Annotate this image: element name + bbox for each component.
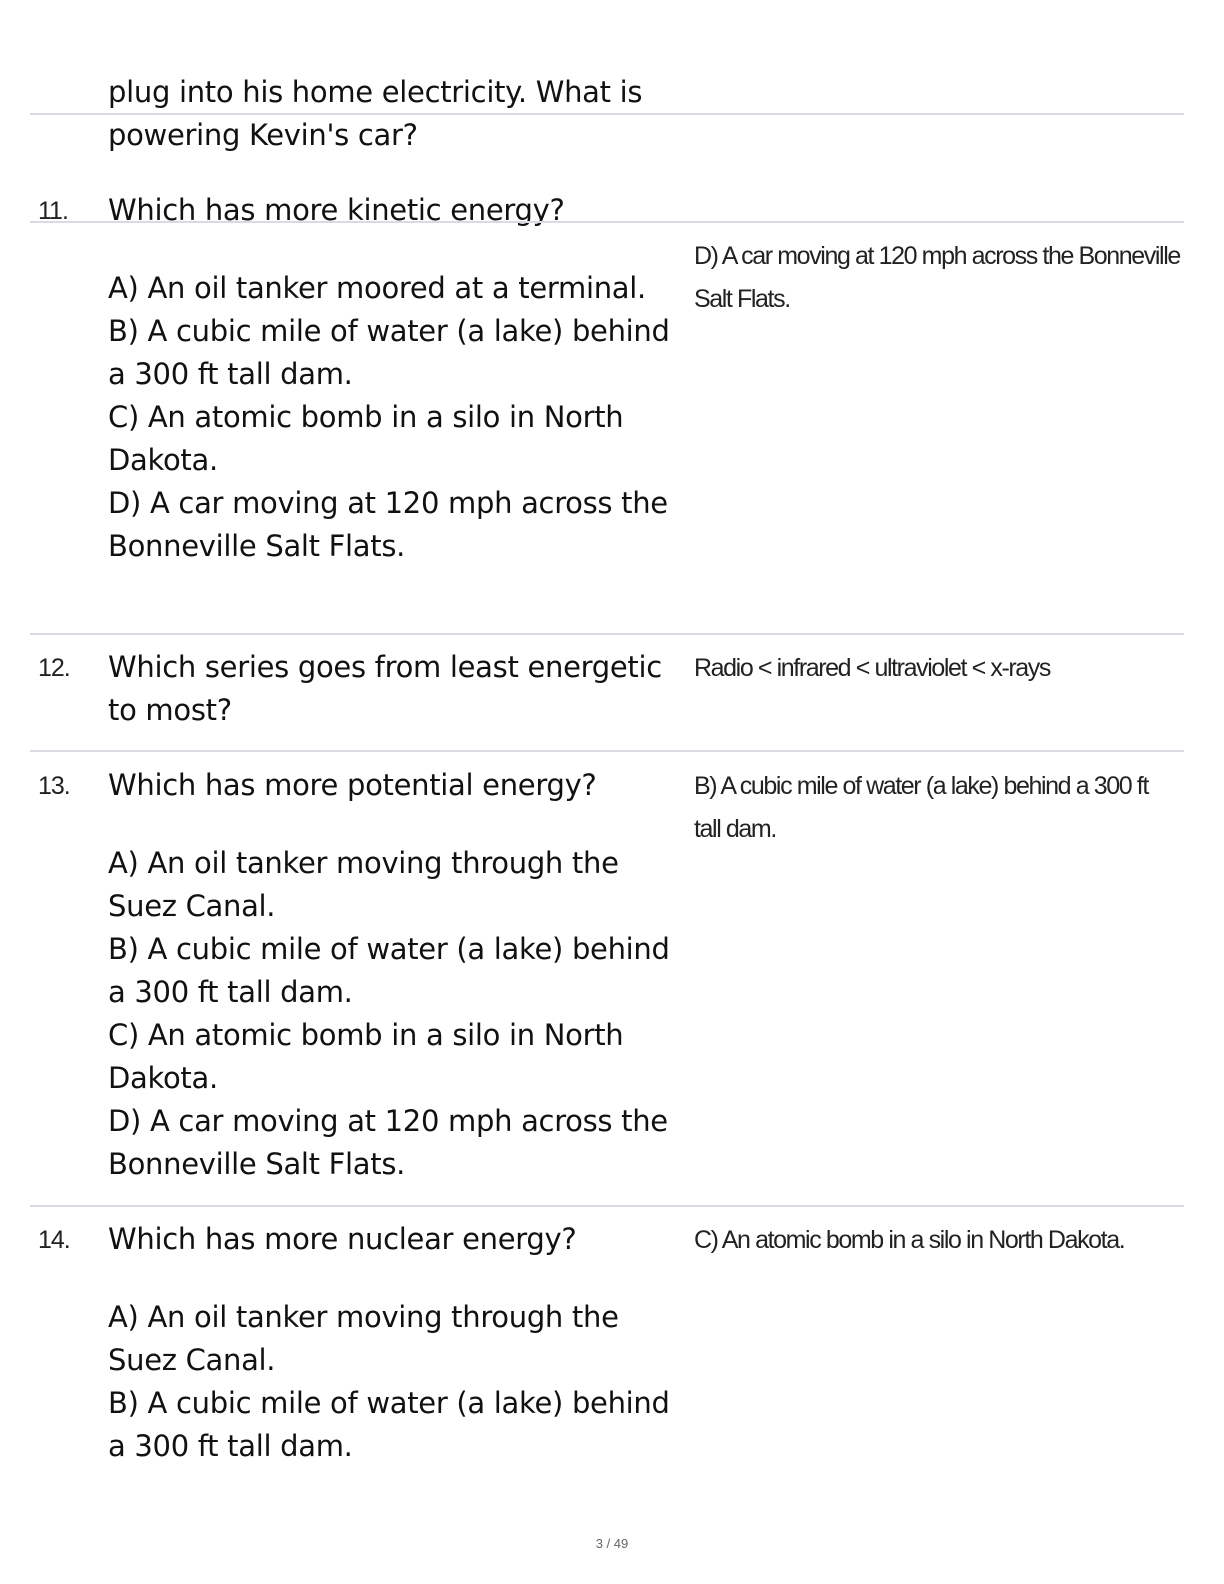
row-divider <box>30 113 1184 115</box>
option-line: C) An atomic bomb in a silo in North <box>108 1018 624 1052</box>
option-line: Dakota. <box>108 1061 218 1095</box>
question-text: to most? <box>108 693 232 727</box>
question-line: powering Kevin's car? <box>108 118 418 152</box>
row-divider <box>30 1205 1184 1207</box>
option-line: C) An atomic bomb in a silo in North <box>108 400 624 434</box>
option-line: Dakota. <box>108 443 218 477</box>
answer-line: D) A car moving at 120 mph across the Bonneville <box>694 242 1180 270</box>
question-13 <box>108 764 693 807</box>
question-11-answer <box>694 235 1180 321</box>
row-divider <box>30 633 1184 635</box>
option-line: A) An oil tanker moving through the <box>108 846 619 880</box>
question-13-options <box>108 842 693 1186</box>
option-line: a 300 ft tall dam. <box>108 357 353 391</box>
question-number: 11. <box>38 197 68 225</box>
answer-line: C) An atomic bomb in a silo in North Dakota. <box>694 1226 1125 1254</box>
question-text: Which series goes from least energetic <box>108 650 662 684</box>
question-12 <box>108 646 693 732</box>
option-line: B) A cubic mile of water (a lake) behind <box>108 932 670 966</box>
option-line: Bonneville Salt Flats. <box>108 1147 406 1181</box>
option-line: Suez Canal. <box>108 1343 276 1377</box>
question-12-answer <box>694 647 1174 690</box>
option-line: a 300 ft tall dam. <box>108 1429 353 1463</box>
question-14 <box>108 1218 693 1261</box>
row-divider <box>30 221 1184 223</box>
question-13-answer <box>694 765 1174 851</box>
option-line: D) A car moving at 120 mph across the <box>108 486 668 520</box>
page-indicator: 3 / 49 <box>595 1536 629 1551</box>
option-line: Bonneville Salt Flats. <box>108 529 406 563</box>
question-text: Which has more kinetic energy? <box>108 193 565 227</box>
answer-line: tall dam. <box>694 815 776 843</box>
answer-line: B) A cubic mile of water (a lake) behind a 300 ft <box>694 772 1148 800</box>
row-divider <box>30 750 1184 752</box>
question-11-options <box>108 267 693 568</box>
option-line: A) An oil tanker moving through the <box>108 1300 619 1334</box>
question-line: plug into his home electricity. What is <box>108 75 643 109</box>
option-line: B) A cubic mile of water (a lake) behind <box>108 1386 670 1420</box>
option-line: Suez Canal. <box>108 889 276 923</box>
question-text: Which has more nuclear energy? <box>108 1222 577 1256</box>
question-text: Which has more potential energy? <box>108 768 597 802</box>
option-line: a 300 ft tall dam. <box>108 975 353 1009</box>
answer-line: Radio < infrared < ultraviolet < x-rays <box>694 654 1051 682</box>
option-line: B) A cubic mile of water (a lake) behind <box>108 314 670 348</box>
question-number: 13. <box>38 772 70 800</box>
question-11 <box>108 189 693 232</box>
option-line: D) A car moving at 120 mph across the <box>108 1104 668 1138</box>
question-number: 14. <box>38 1226 70 1254</box>
answer-line: Salt Flats. <box>694 285 790 313</box>
question-14-options <box>108 1296 693 1468</box>
option-line: A) An oil tanker moored at a terminal. <box>108 271 646 305</box>
question-number: 12. <box>38 654 70 682</box>
question-14-answer <box>694 1219 1174 1262</box>
